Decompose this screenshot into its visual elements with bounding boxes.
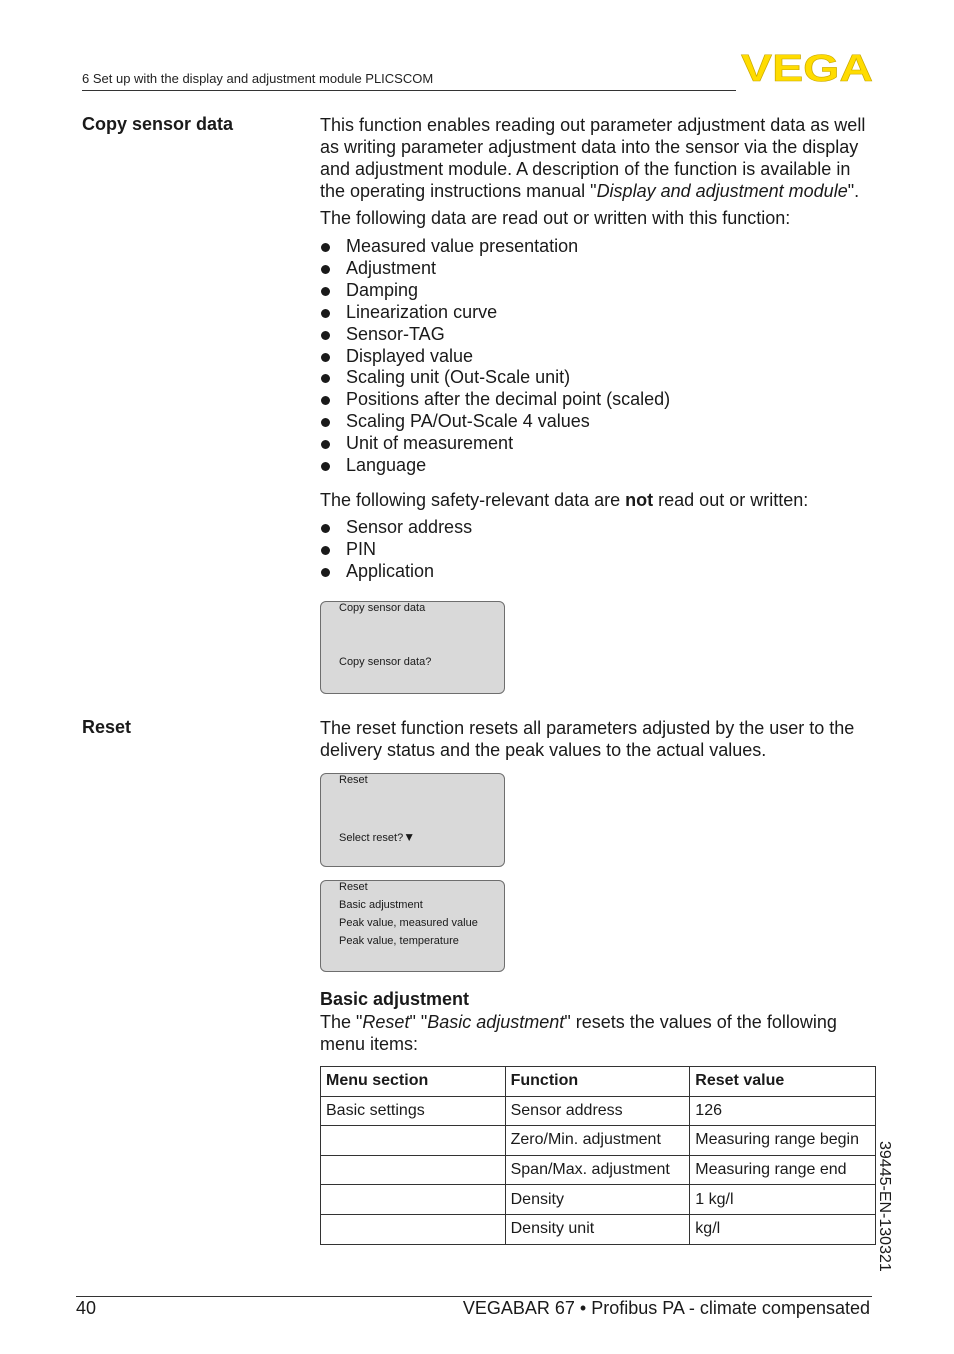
reset-values-table <box>320 1066 876 1245</box>
list-item: Displayed value <box>320 346 670 368</box>
reset-description: The reset function resets all parameters adjusted by the user to the delivery status and the peak values to the actual values. <box>320 718 855 760</box>
list-item: Scaling PA/Out-Scale 4 values <box>320 411 670 433</box>
table-cell: Measuring range end <box>690 1155 876 1185</box>
copied-data-list <box>320 236 670 477</box>
display-reset-select <box>320 773 505 867</box>
display-title: Reset <box>339 774 368 786</box>
list-item: Language <box>320 455 670 477</box>
section-label-reset: Reset <box>82 717 132 737</box>
column-header: Function <box>505 1067 690 1097</box>
footer-divider <box>76 1296 872 1297</box>
basic-adjustment-description: The "Reset" "Basic adjustment" resets the values of the following menu items: <box>320 1012 837 1054</box>
document-code: 39445-EN-130321 <box>876 1141 893 1272</box>
list-item: PIN <box>320 539 472 561</box>
table-cell: Zero/Min. adjustment <box>505 1126 690 1156</box>
table-cell: 126 <box>690 1096 876 1126</box>
vega-logo <box>740 52 874 84</box>
display-option: Peak value, measured value <box>339 917 478 929</box>
display-copy-sensor-data <box>320 601 505 694</box>
display-prompt: Copy sensor data? <box>339 656 432 668</box>
table-row <box>321 1214 876 1244</box>
list-item: Positions after the decimal point (scaled) <box>320 389 670 411</box>
basic-adjustment-heading: Basic adjustment <box>320 989 470 1009</box>
table-cell: kg/l <box>690 1214 876 1244</box>
table-cell <box>321 1214 506 1244</box>
table-row <box>321 1155 876 1185</box>
running-header: 6 Set up with the display and adjustment module PLICSCOM <box>82 71 434 86</box>
display-reset-options <box>320 880 505 972</box>
table-cell: Density unit <box>505 1214 690 1244</box>
copy-sensor-description: This function enables reading out parameter adjustment data as well as writing parameter adjustment data into the sensor via the display and adjustment module. A description of the function is available in the operating instructions manual "Display and adjustment module". <box>320 115 866 201</box>
table-cell: 1 kg/l <box>690 1185 876 1215</box>
list-item: Application <box>320 561 472 583</box>
table-cell <box>321 1185 506 1215</box>
list-item: Sensor-TAG <box>320 324 670 346</box>
list-item: Measured value presentation <box>320 236 670 258</box>
list-item: Linearization curve <box>320 302 670 324</box>
svg-text:VEGA: VEGA <box>741 52 873 84</box>
column-header: Menu section <box>321 1067 506 1097</box>
table-cell <box>321 1126 506 1156</box>
display-title: Copy sensor data <box>339 602 426 614</box>
page-number: 40 <box>76 1298 97 1318</box>
table-cell: Measuring range begin <box>690 1126 876 1156</box>
list-item: Damping <box>320 280 670 302</box>
display-title: Reset <box>339 881 368 893</box>
chevron-down-icon: ▼ <box>403 830 416 844</box>
section-label-copy-sensor-data: Copy sensor data <box>82 114 234 134</box>
footer-title: VEGABAR 67 • Profibus PA - climate compensated <box>462 1298 870 1318</box>
display-option: Peak value, temperature <box>339 935 459 947</box>
list-item: Sensor address <box>320 517 472 539</box>
table-cell: Sensor address <box>505 1096 690 1126</box>
safety-intro: The following safety-relevant data are not read out or written: <box>320 490 809 510</box>
table-header-row <box>321 1067 876 1097</box>
list-item: Adjustment <box>320 258 670 280</box>
table-cell: Basic settings <box>321 1096 506 1126</box>
table-row <box>321 1096 876 1126</box>
table-row <box>321 1185 876 1215</box>
copy-sensor-list-intro: The following data are read out or written with this function: <box>320 208 791 228</box>
display-prompt: Select reset?▼ <box>339 830 416 844</box>
header-divider <box>82 90 736 91</box>
list-item: Scaling unit (Out-Scale unit) <box>320 367 670 389</box>
display-option: Basic adjustment <box>339 899 423 911</box>
table-cell: Span/Max. adjustment <box>505 1155 690 1185</box>
table-cell <box>321 1155 506 1185</box>
list-item: Unit of measurement <box>320 433 670 455</box>
table-row <box>321 1126 876 1156</box>
column-header: Reset value <box>690 1067 876 1097</box>
table-cell: Density <box>505 1185 690 1215</box>
safety-data-list <box>320 517 472 583</box>
